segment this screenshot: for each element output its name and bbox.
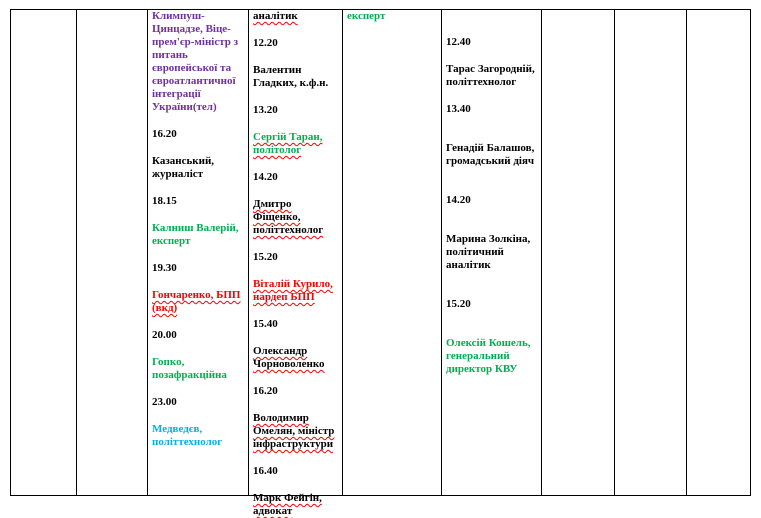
schedule-guest: Калниш Валерій, експерт xyxy=(152,222,239,247)
schedule-guest: Климпуш-Цинцадзе, Віце-прем'єр-міністр з питань європейської та євроатлантичної інтеграції України(тел) xyxy=(152,10,239,113)
schedule-guest: Казанський, журналіст xyxy=(152,155,215,180)
schedule-guest: Олександр Чорноволенко xyxy=(253,345,325,370)
schedule-time: 14.20 xyxy=(253,171,278,183)
schedule-time: 13.40 xyxy=(446,103,471,115)
schedule-guest: Дмитро Фіщенко, політтехнолог xyxy=(253,198,324,236)
schedule-guest: Олексій Кошель, генеральний директор КВУ xyxy=(446,337,531,375)
schedule-time: 16.20 xyxy=(152,128,177,140)
schedule-time: 13.20 xyxy=(253,104,278,116)
schedule-time: 14.20 xyxy=(446,194,471,206)
table-cell-col6 xyxy=(442,10,541,495)
schedule-time: 19.30 xyxy=(152,262,177,274)
schedule-guest: Гончаренко, БПП (вкд) xyxy=(152,289,241,314)
table-cell-col9 xyxy=(687,10,750,495)
schedule-time: 12.20 xyxy=(253,37,278,49)
table-cell-col5 xyxy=(343,10,441,495)
schedule-guest: Гопко, позафракційна xyxy=(152,356,227,381)
schedule-time: 12.40 xyxy=(446,36,471,48)
schedule-guest: експерт xyxy=(347,10,386,22)
table-cell-col8 xyxy=(615,10,686,495)
schedule-guest: Віталій Курило, нардеп БПП xyxy=(253,278,333,303)
schedule-guest: Тарас Загородній, політтехнолог xyxy=(446,63,535,88)
schedule-time: 15.20 xyxy=(253,251,278,263)
schedule-time: 18.15 xyxy=(152,195,177,207)
schedule-time: 23.00 xyxy=(152,396,177,408)
schedule-guest: Володимир Омелян, міністр інфраструктури xyxy=(253,412,335,450)
schedule-guest: Генадій Балашов, громадський діяч xyxy=(446,142,535,167)
table-cell-col7 xyxy=(542,10,614,495)
schedule-time: 16.40 xyxy=(253,465,278,477)
schedule-time: 20.00 xyxy=(152,329,177,341)
schedule-time: 16.20 xyxy=(253,385,278,397)
schedule-guest: Валентин Гладких, к.ф.н. xyxy=(253,64,329,89)
table-cell-col2 xyxy=(77,10,147,495)
table-cell-col1 xyxy=(11,10,76,495)
schedule-guest: Медведєв, політтехнолог xyxy=(152,423,223,448)
table-cell-col3 xyxy=(148,10,248,495)
schedule-guest: Марина Золкіна, політичний аналітик xyxy=(446,233,531,271)
schedule-table xyxy=(10,9,751,517)
schedule-guest: аналітик xyxy=(253,10,298,22)
schedule-guest: Марк Фейгін, адвокат xyxy=(253,492,322,517)
schedule-time: 15.20 xyxy=(446,298,471,310)
schedule-time: 15.40 xyxy=(253,318,278,330)
schedule-guest: Сергій Таран, політолог xyxy=(253,131,323,156)
table-cell-col4 xyxy=(249,10,342,517)
